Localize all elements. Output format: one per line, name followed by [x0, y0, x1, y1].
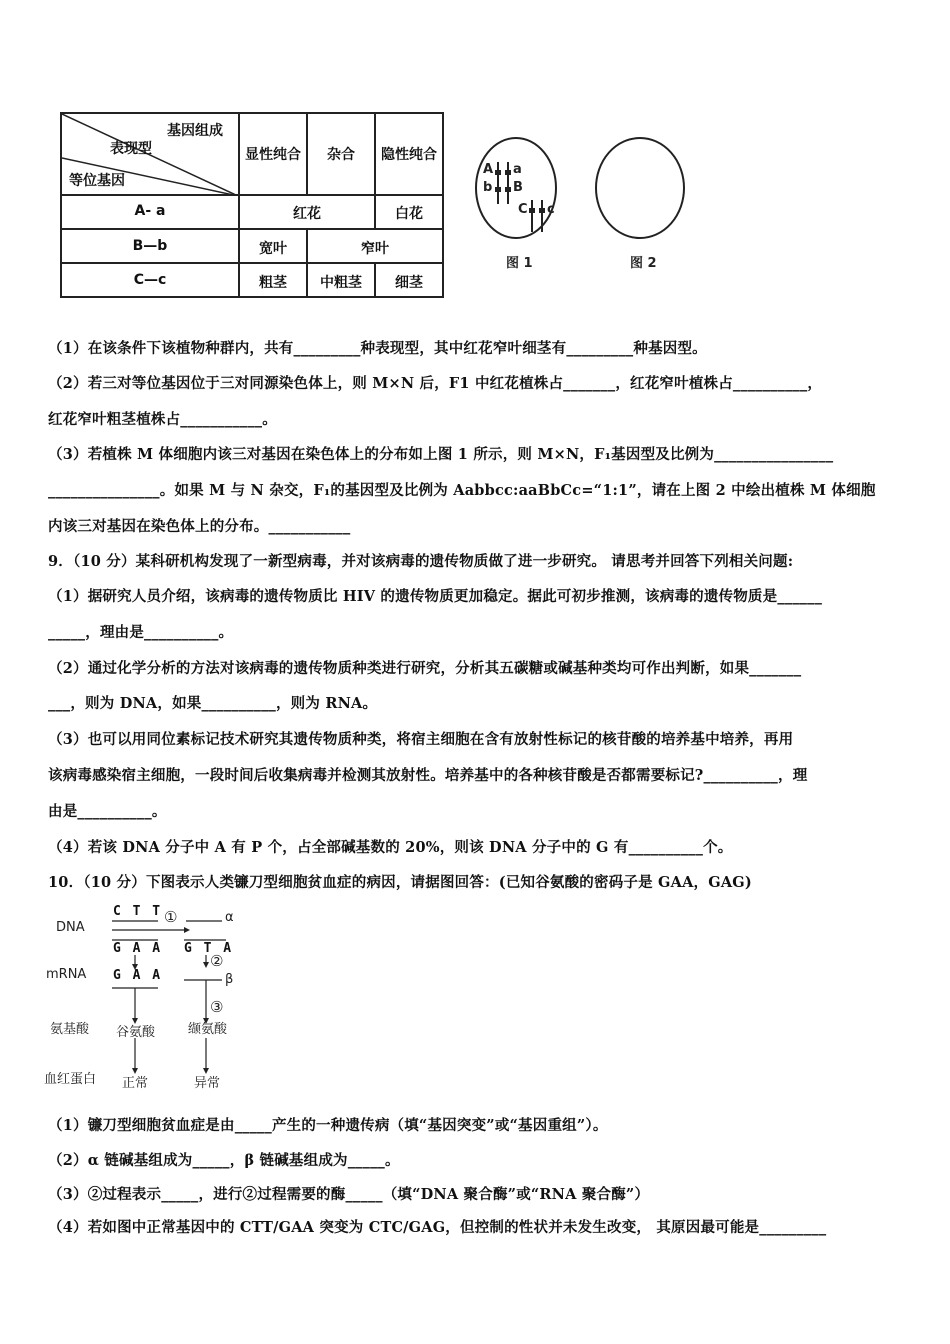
q9-line-2: _____，理由是__________。: [48, 624, 234, 641]
label-dna: DNA: [56, 920, 85, 935]
label-hemoglobin: 血红蛋白: [44, 1072, 97, 1087]
q8-line-5: _______________。如果 M 与 N 杂交，F₁的基因型及比例为 Aabbcc:aaBbCc=“1:1”，请在上图 2 中绘出植株 M 体细胞: [48, 482, 876, 499]
label-normal: 正常: [122, 1076, 149, 1091]
allele-b: b: [483, 180, 493, 195]
label-glutamic: 谷氨酸: [116, 1025, 156, 1040]
row2-wide: 宽叶: [259, 241, 287, 257]
row1-red: 红花: [293, 206, 321, 222]
allele-A: A: [483, 162, 494, 177]
seq-gaa-mrna: G A A: [113, 968, 163, 983]
q9-line-3: （2）通过化学分析的方法对该病毒的遗传物质种类进行研究，分析其五碳糖或碱基种类均可作出判断，如果_______: [48, 660, 802, 677]
label-valine: 缬氨酸: [188, 1022, 228, 1037]
q9-line-1: （1）据研究人员介绍，该病毒的遗传物质比 HIV 的遗传物质更加稳定。据此可初步推测，该病毒的遗传物质是______: [48, 588, 823, 605]
seq-gaa: G A A: [113, 941, 163, 956]
allele-c: c: [547, 202, 555, 217]
row3-medium: 中粗茎: [320, 275, 362, 291]
q9-line-4: ___，则为 DNA，如果__________，则为 RNA。: [48, 695, 378, 712]
q8-line-2: （2）若三对等位基因位于三对同源染色体上，则 M×N 后，F1 中红花植株占_______，红花窄叶植株占__________，: [48, 375, 823, 392]
q8-line-6: 内该三对基因在染色体上的分布。___________: [48, 518, 351, 535]
header-gene: 基因组成: [167, 123, 223, 139]
col-hetero: 杂合: [327, 147, 355, 163]
q10-title: 10．（10 分）下图表示人类镰刀型细胞贫血症的病因，请据图回答：(已知谷氨酸的密码子是 GAA，GAG): [48, 874, 752, 891]
q10-line-4: （4）若如图中正常基因中的 CTT/GAA 突变为 CTC/GAG，但控制的性状并未发生改变， 其原因最可能是_________: [48, 1219, 827, 1236]
allele-a: a: [513, 162, 522, 177]
seq-gta: G T A: [184, 941, 234, 956]
header-allele: 等位基因: [69, 173, 125, 189]
label-amino-acid: 氨基酸: [50, 1022, 90, 1037]
label-mrna: mRNA: [46, 967, 87, 982]
q9-line-8: （4）若该 DNA 分子中 A 有 P 个，占全部碱基数的 20%，则该 DNA 分子中的 G 有__________个。: [48, 839, 733, 856]
step-2: ②: [210, 952, 224, 970]
row1-white: 白花: [395, 206, 423, 222]
diagram-lines: [100, 900, 260, 1090]
figure2-caption: 图 2: [630, 256, 657, 271]
q9-line-7: 由是__________。: [48, 803, 167, 820]
allele-B: B: [513, 180, 523, 195]
label-alpha: α: [225, 910, 234, 925]
q9-title: 9．（10 分）某科研机构发现了一新型病毒，并对该病毒的遗传物质做了进一步研究。 请思考并回答下列相关问题:: [48, 553, 794, 570]
figure1-caption: 图 1: [506, 256, 533, 271]
q10-line-1: （1）镰刀型细胞贫血症是由_____产生的一种遗传病（填“基因突变”或“基因重组”）。: [48, 1117, 608, 1134]
col-dominant: 显性纯合: [245, 147, 301, 163]
step-3: ③: [210, 998, 224, 1016]
q8-line-4: （3）若植株 M 体细胞内该三对基因在染色体上的分布如上图 1 所示，则 M×N，F₁基因型及比例为________________: [48, 446, 834, 463]
q9-line-5: （3）也可以用同位素标记技术研究其遗传物质种类，将宿主细胞在含有放射性标记的核苷酸的培养基中培养，再用: [48, 731, 794, 748]
q10-line-2: （2）α 链碱基组成为_____，β 链碱基组成为_____。: [48, 1152, 400, 1169]
row2-allele: B—b: [132, 238, 168, 254]
q9-line-6: 该病毒感染宿主细胞，一段时间后收集病毒并检测其放射性。培养基中的各种核苷酸是否都需要标记?__________，理: [48, 767, 808, 784]
cell-figures: [468, 132, 698, 252]
row3-thick: 粗茎: [259, 275, 287, 291]
q10-line-3: （3）②过程表示_____，进行②过程需要的酶_____（填“DNA 聚合酶”或“RNA 聚合酶”）: [48, 1186, 650, 1203]
row3-thin: 细茎: [395, 275, 423, 291]
label-abnormal: 异常: [194, 1076, 221, 1091]
label-beta: β: [225, 972, 234, 987]
row2-narrow: 窄叶: [361, 241, 389, 257]
row1-allele: A- a: [134, 203, 166, 219]
step-1: ①: [164, 908, 178, 926]
seq-ctt: C T T: [113, 904, 163, 919]
allele-C: C: [518, 202, 528, 217]
q8-line-1: （1）在该条件下该植物种群内，共有_________种表现型，其中红花窄叶细茎有_________种基因型。: [48, 340, 707, 357]
header-phenotype: 表现型: [110, 141, 152, 157]
row3-allele: C—c: [133, 272, 167, 288]
q8-line-3: 红花窄叶粗茎植株占___________。: [48, 411, 277, 428]
figure2-cell: [596, 138, 684, 238]
col-recessive: 隐性纯合: [381, 147, 437, 163]
